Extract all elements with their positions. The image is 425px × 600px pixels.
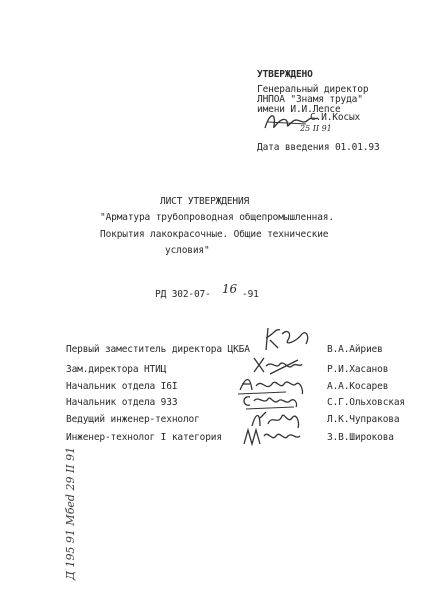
approver-position-line-3: имени И.И.Лепсе <box>257 104 341 115</box>
approver-name: С.И.Косых <box>310 112 361 123</box>
subject-line-3: условия" <box>165 245 210 256</box>
effective-date: Дата введения 01.01.93 <box>257 142 380 153</box>
signatory-name: А.А.Косарев <box>327 381 389 392</box>
signatory-name: Л.К.Чупракова <box>327 414 400 425</box>
subject-line-1: "Арматура трубопроводная общепромышленная. <box>100 212 334 223</box>
sheet-title: ЛИСТ УТВЕРЖДЕНИЯ <box>160 196 250 207</box>
signatory-name: С.Г.Ольховская <box>327 397 405 408</box>
doc-number-suffix: -91 <box>242 289 259 300</box>
signature-airiev <box>262 324 314 354</box>
signature-shirokova <box>240 426 304 448</box>
doc-number-prefix: РД 302-07- <box>155 289 211 300</box>
signatory-position: Первый заместитель директора ЦКБА <box>66 344 250 355</box>
approval-signature-date: 25 II 91 <box>300 124 332 133</box>
approval-heading: УТВЕРЖДЕНО <box>257 69 313 80</box>
signatory-name: З.В.Широкова <box>327 432 394 443</box>
signatory-name: В.А.Айриев <box>327 344 383 355</box>
signatory-name: Р.И.Хасанов <box>327 364 389 375</box>
approver-position-line-1: Генеральный директор <box>257 84 369 95</box>
approver-position-line-2: ЛНПОА "Знамя труда" <box>257 94 363 105</box>
signatory-position: Начальник отдела 933 <box>66 397 178 408</box>
signatory-position: Начальник отдела I6I <box>66 381 178 392</box>
signatory-position: Ведущий инженер-технолог <box>66 414 200 425</box>
signatory-position: Зам.директора НТИЦ <box>66 364 167 375</box>
doc-number-handwritten: 16 <box>222 282 237 296</box>
margin-registration-note: Д 195 91 Мбеd 29 II 91 <box>64 446 77 580</box>
subject-line-2: Покрытия лакокрасочные. Общие технические <box>100 229 329 240</box>
signatory-position: Инженер-технолог I категория <box>66 432 222 443</box>
